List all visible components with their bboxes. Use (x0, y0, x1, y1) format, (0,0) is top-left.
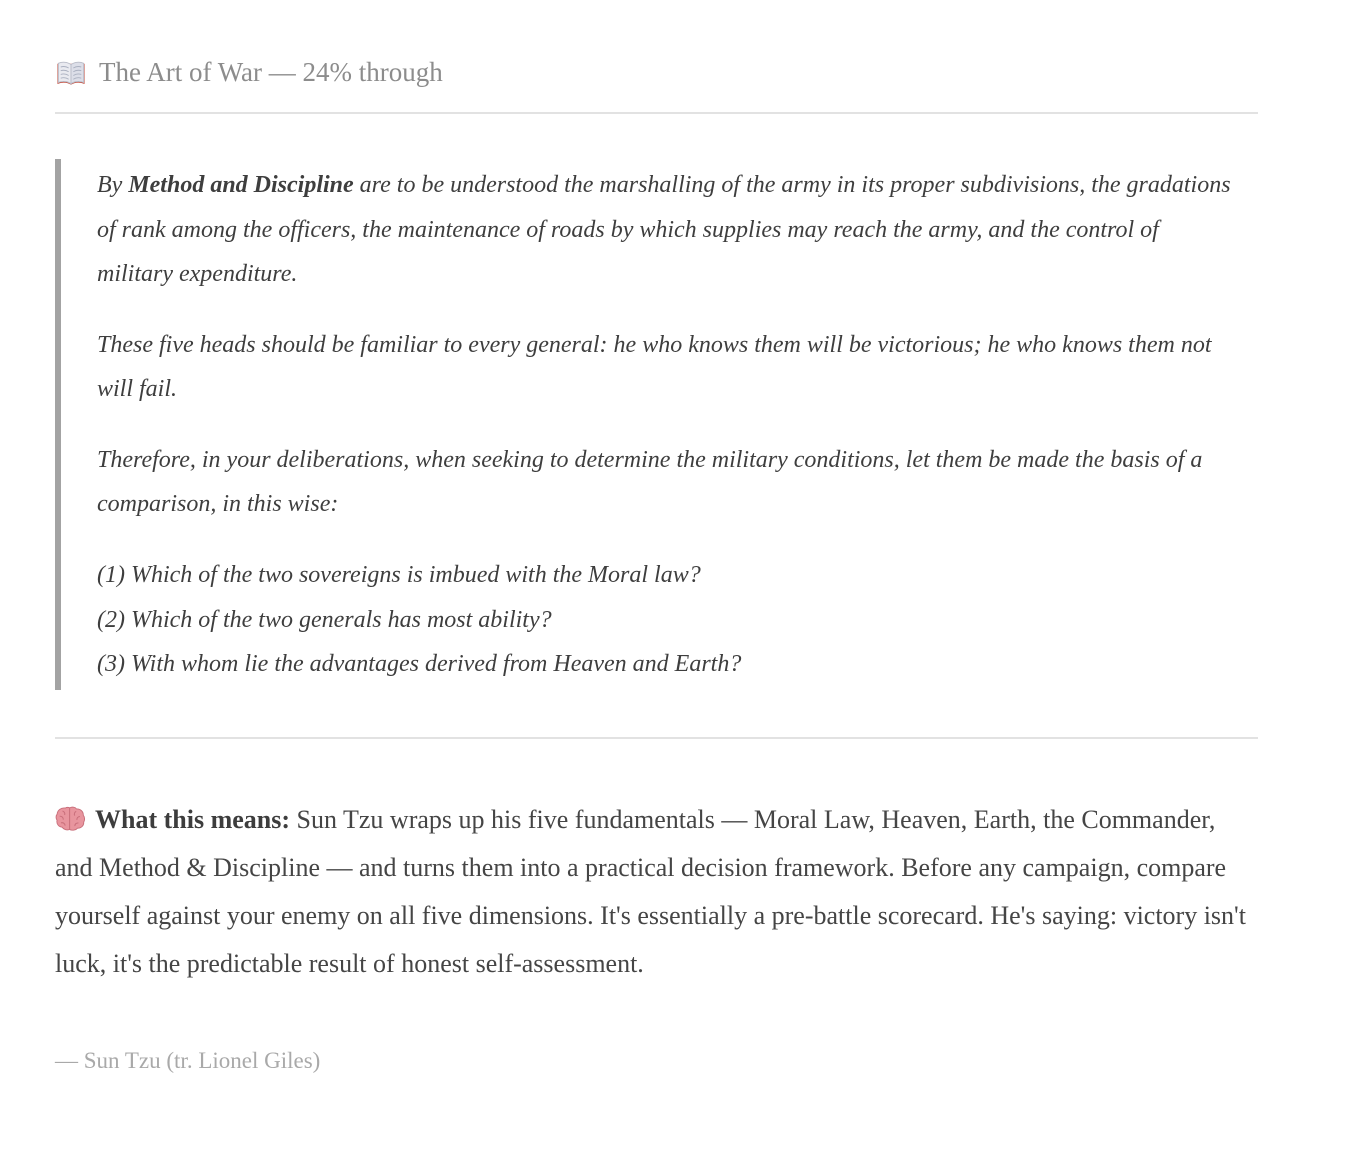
book-passage-quote (55, 159, 1258, 690)
explanation-paragraph (55, 796, 1258, 988)
section-divider (55, 737, 1258, 739)
header-divider (55, 112, 1258, 114)
reader-header (55, 56, 1258, 88)
quote-numbered-list (97, 553, 1238, 685)
quote-list-item: (2) Which of the two generals has most ability? (97, 606, 552, 633)
quote-list-item: (1) Which of the two sovereigns is imbued with the Moral law? (97, 562, 701, 589)
book-title-progress: The Art of War — 24% through (99, 57, 443, 87)
quote-list-item: (3) With whom lie the advantages derived from Heaven and Earth? (97, 650, 742, 677)
explanation-label: What this means: (95, 804, 291, 834)
explanation-text: Sun Tzu wraps up his five fundamentals — Moral Law, Heaven, Earth, the Commander, and Method & Discipline — and turns them into a practical decision framework. Before any campaign, compare yourself against your enemy on all five dimensions. It's essentially a pre-battle scorecard. He's saying: victory isn't luck, it's the predictable result of honest self-assessment. (55, 804, 1246, 979)
quote-bold-term: Method and Discipline (128, 172, 354, 199)
open-book-icon (55, 60, 87, 88)
quote-paragraph-2: These five heads should be familiar to every general: he who knows them will be victorious; he who knows them not will fail. (97, 331, 1212, 403)
quote-paragraph-1: By Method and Discipline are to be understood the marshalling of the army in its proper subdivisions, the gradations of rank among the officers, the maintenance of roads by which supplies may reach the army, and the control of military expenditure. (97, 172, 1231, 287)
brain-icon (55, 806, 85, 832)
attribution-footer: — Sun Tzu (tr. Lionel Giles) (55, 1048, 321, 1074)
quote-paragraph-3: Therefore, in your deliberations, when seeking to determine the military conditions, let them be made the basis of a comparison, in this wise: (97, 447, 1203, 518)
